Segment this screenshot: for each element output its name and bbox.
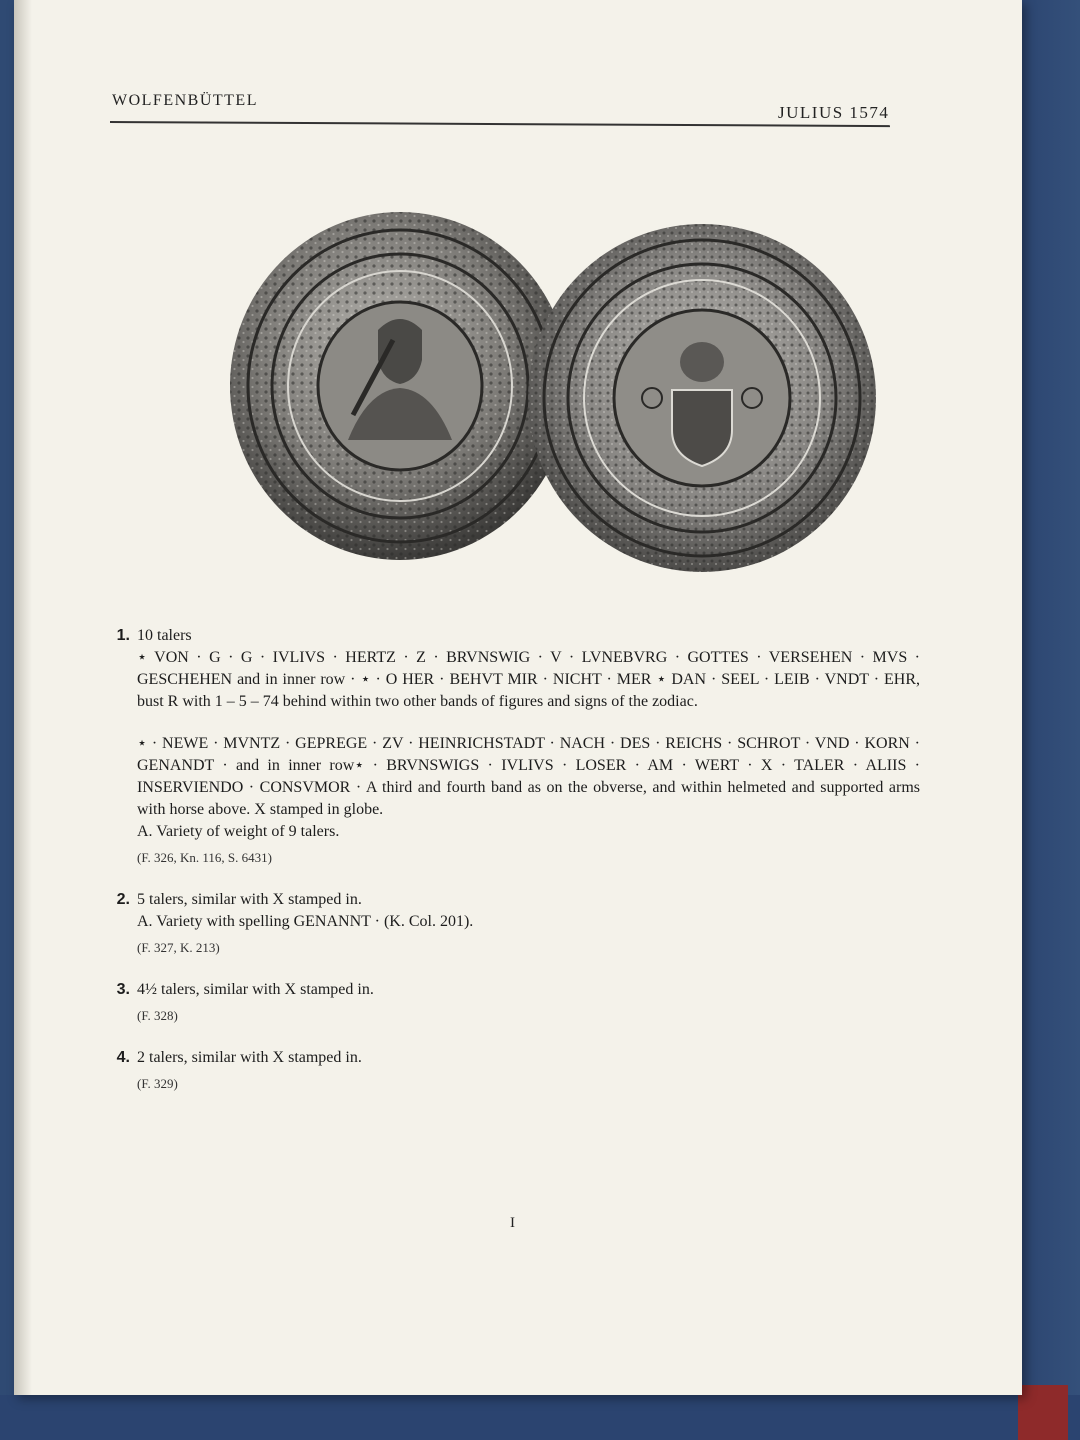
entry-reference: (F. 327, K. 213) (137, 940, 220, 955)
running-head-left: WOLFENBÜTTEL (112, 92, 258, 109)
entry-reverse-description: ⋆ · NEWE · MVNTZ · GEPREGE · ZV · HEINRICHSTADT · NACH · DES · REICHS · SCHROT · VND · KORN · GENANDT · and in inner row⋆ · BRVNSWIGS · IVLIVS · LOSER · AM · WERT · X · TALER · ALIIS · INSERVIENDO · CONSVMOR · A third and fourth band as on the obverse, and within helmeted and supported arms with horse above. X stamped in globe. (137, 735, 920, 818)
entry-title: 5 talers, similar with X stamped in. (137, 891, 362, 908)
entry-number: 2. (116, 891, 130, 908)
entry-number: 1. (116, 627, 130, 644)
entry-number: 3. (116, 981, 130, 998)
coin-obverse-bust-icon (228, 210, 573, 562)
entry-title: 10 talers (137, 627, 192, 644)
entry-reference: (F. 329) (137, 1076, 178, 1091)
entry-variety: A. Variety of weight of 9 talers. (137, 823, 340, 840)
entry-number: 4. (116, 1049, 130, 1066)
catalogue-entry (90, 889, 920, 959)
catalogue-entry (90, 625, 920, 869)
entry-title: 2 talers, similar with X stamped in. (137, 1049, 362, 1066)
entry-title: 4½ talers, similar with X stamped in. (137, 981, 374, 998)
running-head-right: JULIUS 1574 (778, 103, 890, 122)
entry-obverse-description: ⋆ VON · G · G · IVLIVS · HERTZ · Z · BRVNSWIG · V · LVNEBVRG · GOTTES · VERSEHEN · MVS · GESCHEHEN and in inner row · ⋆ · O HER · BEHVT MIR · NICHT · MER ⋆ DAN · SEEL · LEIB · VNDT · EHR, bust R with 1 – 5 – 74 behind within two other bands of figures and signs of the zodiac. (137, 649, 920, 710)
coin-reverse-arms-icon (526, 222, 878, 574)
catalogue-entries (90, 625, 920, 1115)
page-number: I (510, 1215, 515, 1231)
table-surface-bottom (0, 1395, 1080, 1440)
book-cover-edge (1018, 1385, 1068, 1440)
entry-variety: A. Variety with spelling GENANNT · (K. Col. 201). (137, 913, 474, 930)
entry-reference: (F. 326, Kn. 116, S. 6431) (137, 850, 272, 865)
catalogue-entry (90, 979, 920, 1027)
page-gutter (14, 0, 32, 1395)
catalogue-entry (90, 1047, 920, 1095)
entry-reference: (F. 328) (137, 1008, 178, 1023)
